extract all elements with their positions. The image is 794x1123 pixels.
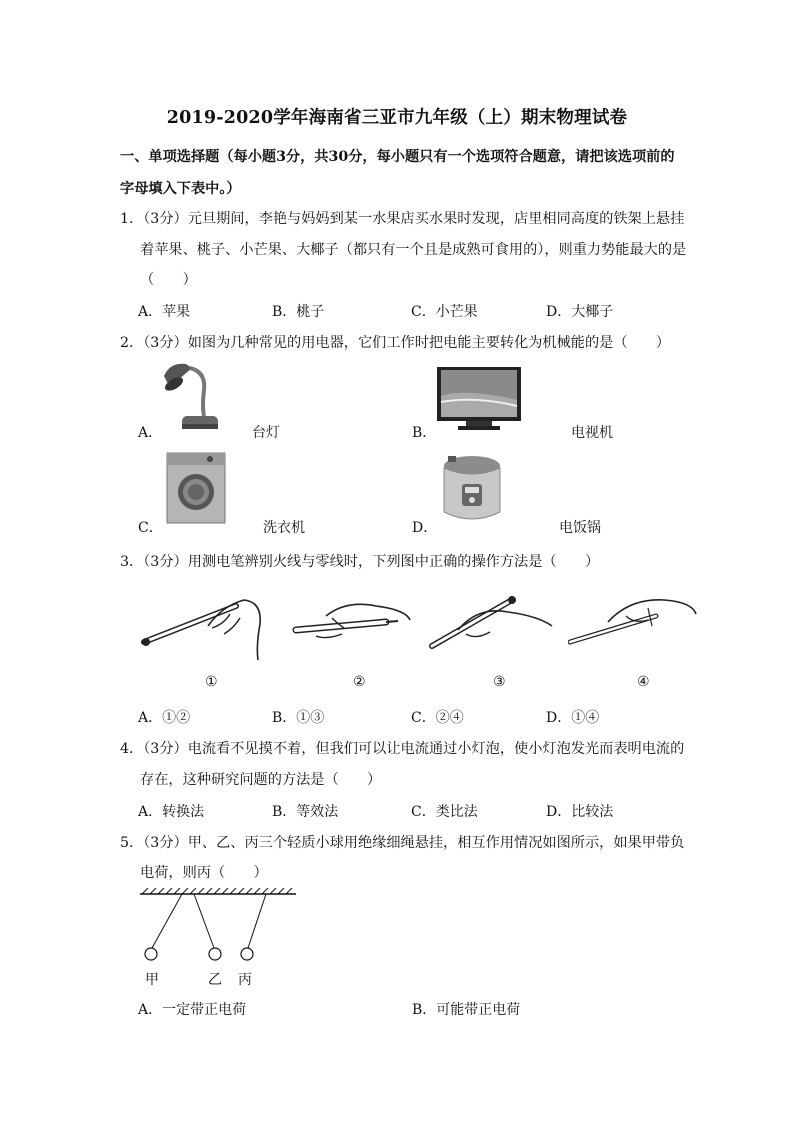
q4-option-c[interactable]: C．类比法 bbox=[411, 804, 478, 820]
rice-cooker-image bbox=[440, 454, 504, 524]
page-title: 2019-2020学年海南省三亚市九年级（上）期末物理试卷 bbox=[166, 108, 628, 128]
q4-option-d[interactable]: D．比较法 bbox=[546, 804, 614, 820]
q2-option-a-label: 台灯 bbox=[252, 425, 280, 441]
q1-stem-line3: （ ） bbox=[140, 272, 197, 288]
washing-machine-image bbox=[166, 452, 226, 524]
q3-figure-label-2: ② bbox=[353, 674, 366, 690]
q5-stem-line2: 电荷，则丙（ ） bbox=[140, 865, 268, 881]
q2-stem: 2．（3分）如图为几种常见的用电器，它们工作时把电能主要转化为机械能的是（ ） bbox=[120, 335, 671, 351]
q3-option-c[interactable]: C．②④ bbox=[411, 710, 464, 726]
section-heading-line2: 字母填入下表中。） bbox=[120, 181, 241, 197]
test-pen-figure-2 bbox=[286, 588, 412, 648]
q3-option-b[interactable]: B．①③ bbox=[272, 710, 325, 726]
q1-option-d[interactable]: D．大椰子 bbox=[546, 304, 614, 320]
q1-option-b[interactable]: B．桃子 bbox=[272, 304, 325, 320]
test-pen-figure-4 bbox=[568, 586, 698, 648]
test-pen-figure-1 bbox=[138, 584, 268, 664]
q4-option-a[interactable]: A．转换法 bbox=[138, 804, 205, 820]
q3-figure-label-4: ④ bbox=[637, 674, 650, 690]
q4-stem-line1: 4．（3分）电流看不见摸不着，但我们可以让电流通过小灯泡，使小灯泡发光而表明电流的 bbox=[120, 741, 685, 757]
q2-option-d-label: 电饭锅 bbox=[559, 520, 601, 536]
q1-stem-line2: 着苹果、桃子、小芒果、大椰子（都只有一个且是成熟可食用的），则重力势能最大的是 bbox=[140, 242, 687, 258]
q5-option-a[interactable]: A．一定带正电荷 bbox=[138, 1002, 247, 1018]
q1-option-a[interactable]: A．苹果 bbox=[138, 304, 191, 320]
q3-option-d[interactable]: D．①④ bbox=[546, 710, 600, 726]
ball-label-yi: 乙 bbox=[208, 972, 222, 988]
hanging-balls-diagram bbox=[138, 888, 300, 964]
q1-option-c[interactable]: C．小芒果 bbox=[411, 304, 478, 320]
q2-option-c-letter[interactable]: C． bbox=[138, 520, 163, 536]
q3-figure-label-3: ③ bbox=[493, 674, 506, 690]
television-image bbox=[436, 366, 522, 432]
q4-stem-line2: 存在，这种研究问题的方法是（ ） bbox=[140, 772, 382, 788]
q2-option-d-letter[interactable]: D． bbox=[412, 520, 438, 536]
q2-option-c-label: 洗衣机 bbox=[263, 520, 305, 536]
test-pen-figure-3 bbox=[428, 586, 554, 652]
q4-option-b[interactable]: B．等效法 bbox=[272, 804, 339, 820]
q5-stem-line1: 5．（3分）甲、乙、丙三个轻质小球用绝缘细绳悬挂，相互作用情况如图所示，如果甲带负 bbox=[120, 835, 685, 851]
q2-option-a-letter[interactable]: A． bbox=[138, 425, 163, 441]
q1-stem-line1: 1．（3分）元旦期间，李艳与妈妈到某一水果店买水果时发现，店里相同高度的铁架上悬挂 bbox=[120, 211, 685, 227]
q2-option-b-label: 电视机 bbox=[571, 425, 613, 441]
q3-figure-label-1: ① bbox=[205, 674, 218, 690]
q5-option-b[interactable]: B．可能带正电荷 bbox=[412, 1002, 521, 1018]
q2-option-b-letter[interactable]: B． bbox=[412, 425, 437, 441]
ball-label-bing: 丙 bbox=[238, 972, 252, 988]
desk-lamp-image bbox=[160, 358, 222, 432]
q3-option-a[interactable]: A．①② bbox=[138, 710, 191, 726]
ball-label-jia: 甲 bbox=[145, 972, 159, 988]
q3-stem: 3．（3分）用测电笔辨别火线与零线时，下列图中正确的操作方法是（ ） bbox=[120, 554, 600, 570]
section-heading-line1: 一、单项选择题（每小题3分，共30分，每小题只有一个选项符合题意，请把该选项前的 bbox=[120, 149, 675, 165]
